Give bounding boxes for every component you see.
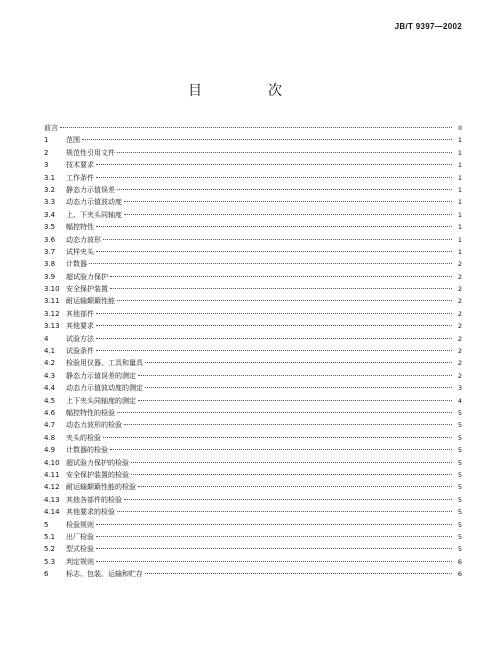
toc-entry-title: 耐运输颠簸性能的检验 xyxy=(66,483,136,492)
toc-entry-title: 前言 xyxy=(44,124,58,132)
toc-entry-page: 6 xyxy=(457,570,462,579)
toc-entry-page: 2 xyxy=(457,285,462,294)
toc-leader-dots xyxy=(110,449,452,450)
toc-entry-page: 1 xyxy=(457,185,462,194)
toc-entry-title: 安全保护装置 xyxy=(66,285,108,294)
toc-entry-number: 4 xyxy=(44,334,49,343)
page-title: 目 次 xyxy=(188,83,308,99)
toc-leader-dots xyxy=(96,177,452,178)
toc-entry-page: 1 xyxy=(457,198,462,207)
toc-leader-dots xyxy=(138,486,452,487)
toc-leader-dots xyxy=(96,338,452,339)
toc-entry[interactable] xyxy=(44,196,462,208)
toc-entry-title: 上下夹头同轴度的测定 xyxy=(66,396,136,405)
toc-entry-title: 静态力示值误差的测定 xyxy=(66,371,136,380)
toc-entry-title: 动态力波形 xyxy=(66,235,101,244)
toc-entry-title: 上、下夹头同轴度 xyxy=(66,210,122,219)
toc-entry[interactable] xyxy=(44,370,462,382)
toc-entry-page: 5 xyxy=(457,458,462,467)
toc-entry[interactable] xyxy=(44,234,462,246)
toc-entry-page: 3 xyxy=(457,384,462,393)
toc-entry-page: 1 xyxy=(457,148,462,157)
toc-leader-dots xyxy=(110,276,452,277)
toc-leader-dots xyxy=(117,412,452,413)
toc-entry-title: 超试验力保护 xyxy=(66,272,108,281)
toc-entry[interactable] xyxy=(44,519,462,531)
toc-entry-page: 2 xyxy=(457,371,462,380)
toc-entry-number: 4.7 xyxy=(44,421,56,430)
toc-leader-dots xyxy=(89,263,452,264)
toc-entry-title: 计数器 xyxy=(66,260,87,269)
toc-leader-dots xyxy=(96,548,452,549)
toc-leader-dots xyxy=(117,152,452,153)
toc-entry-title: 动态力示值波动度 xyxy=(66,198,122,207)
toc-entry-page: 5 xyxy=(457,483,462,492)
toc-entry-number: 4.10 xyxy=(44,458,60,467)
toc-entry-title: 检验规则 xyxy=(66,520,94,529)
toc-leader-dots xyxy=(124,214,452,215)
toc-entry-title: 标志、包装、运输和贮存 xyxy=(66,570,143,579)
toc-leader-dots xyxy=(96,350,452,351)
toc-entry[interactable] xyxy=(44,345,462,357)
toc-entry[interactable] xyxy=(44,419,462,431)
toc-entry-number: 6 xyxy=(44,570,49,579)
toc-leader-dots xyxy=(145,573,452,574)
toc-entry[interactable] xyxy=(44,531,462,543)
toc-leader-dots xyxy=(124,201,452,202)
toc-entry-number: 3.8 xyxy=(44,260,56,269)
toc-entry-page: 2 xyxy=(457,359,462,368)
toc-entry-number: 3.12 xyxy=(44,309,60,318)
toc-leader-dots xyxy=(96,313,452,314)
toc-entry-page: 1 xyxy=(457,223,462,232)
toc-entry-number: 4.2 xyxy=(44,359,56,368)
toc-leader-dots xyxy=(96,561,452,562)
toc-entry-number: 3.2 xyxy=(44,185,56,194)
toc-entry-number: 1 xyxy=(44,136,49,145)
toc-leader-dots xyxy=(96,536,452,537)
toc-entry[interactable] xyxy=(44,506,462,518)
toc-entry[interactable] xyxy=(44,221,462,233)
toc-entry[interactable] xyxy=(44,184,462,196)
toc-entry-page: 1 xyxy=(457,161,462,170)
toc-entry-page: 5 xyxy=(457,408,462,417)
toc-entry-number: 4.14 xyxy=(44,508,60,517)
toc-leader-dots xyxy=(124,424,452,425)
toc-entry-number: 3.7 xyxy=(44,247,56,256)
toc-entry-title: 其他要求 xyxy=(66,322,94,331)
toc-entry-number: 3.9 xyxy=(44,272,56,281)
toc-entry[interactable] xyxy=(44,308,462,320)
toc-entry-title: 耐运输颠簸性能 xyxy=(66,297,115,306)
toc-leader-dots xyxy=(103,437,452,438)
toc-entry-title: 安全保护装置的检验 xyxy=(66,470,129,479)
toc-entry-page: 6 xyxy=(457,557,462,566)
toc-entry[interactable] xyxy=(44,382,462,394)
toc-entry-page: 5 xyxy=(457,470,462,479)
toc-leader-dots xyxy=(124,499,452,500)
toc-entry[interactable] xyxy=(44,444,462,456)
toc-leader-dots xyxy=(117,300,452,301)
toc-entry-title: 其他各部件的检验 xyxy=(66,495,122,504)
toc-leader-dots xyxy=(117,189,452,190)
toc-entry-title: 幅控特性 xyxy=(66,223,94,232)
toc-entry-number: 3.4 xyxy=(44,210,56,219)
toc-leader-dots xyxy=(96,226,452,227)
toc-entry-number: 2 xyxy=(44,148,49,157)
toc-entry-number: 3 xyxy=(44,161,49,170)
toc-entry-number: 3.1 xyxy=(44,173,56,182)
toc-leader-dots xyxy=(96,164,452,165)
toc-entry-number: 5.2 xyxy=(44,545,56,554)
toc-entry[interactable] xyxy=(44,209,462,221)
toc-entry-number: 4.13 xyxy=(44,495,60,504)
toc-entry[interactable] xyxy=(44,357,462,369)
toc-entry[interactable] xyxy=(44,432,462,444)
toc-entry-number: 4.4 xyxy=(44,384,56,393)
toc-leader-dots xyxy=(138,400,452,401)
toc-entry-page: 5 xyxy=(457,446,462,455)
toc-leader-dots xyxy=(96,524,452,525)
toc-entry-title: 检验用仪器、工具和量具 xyxy=(66,359,143,368)
toc-entry-title: 计数器的检验 xyxy=(66,446,108,455)
toc-entry-title: 夹头的检验 xyxy=(66,433,101,442)
toc-entry-number: 4.3 xyxy=(44,371,56,380)
toc-leader-dots xyxy=(60,127,452,128)
toc-entry[interactable] xyxy=(44,271,462,283)
toc-entry-number: 3.11 xyxy=(44,297,60,306)
toc-leader-dots xyxy=(110,288,452,289)
toc-entry-number: 5.1 xyxy=(44,532,56,541)
toc-entry[interactable] xyxy=(44,122,462,134)
toc-leader-dots xyxy=(117,511,452,512)
toc-entry-title: 型式检验 xyxy=(66,545,94,554)
toc-entry-number: 4.9 xyxy=(44,446,56,455)
toc-entry[interactable] xyxy=(44,457,462,469)
toc-entry-title: 静态力示值误差 xyxy=(66,185,115,194)
toc-entry-page: 1 xyxy=(457,235,462,244)
toc-entry-page: 2 xyxy=(457,347,462,356)
toc-entry-page: 5 xyxy=(457,495,462,504)
toc-entry-page: 5 xyxy=(457,508,462,517)
toc-entry[interactable] xyxy=(44,283,462,295)
toc-entry-title: 其他部件 xyxy=(66,309,94,318)
toc-leader-dots xyxy=(145,387,452,388)
toc-entry-page: 2 xyxy=(457,309,462,318)
toc-entry-title: 技术要求 xyxy=(66,161,94,170)
toc-leader-dots xyxy=(131,462,452,463)
toc-entry-page: 2 xyxy=(457,322,462,331)
toc-leader-dots xyxy=(138,375,452,376)
toc-entry-page: 2 xyxy=(457,260,462,269)
toc-entry[interactable] xyxy=(44,246,462,258)
toc-entry-title: 范围 xyxy=(66,136,80,145)
toc-leader-dots xyxy=(131,474,452,475)
toc-entry[interactable] xyxy=(44,469,462,481)
toc-entry[interactable] xyxy=(44,295,462,307)
toc-entry-title: 动态力示值波动度的测定 xyxy=(66,384,143,393)
toc-entry-title: 试样夹头 xyxy=(66,247,94,256)
toc-entry[interactable] xyxy=(44,258,462,270)
toc-entry-number: 4.1 xyxy=(44,347,56,356)
toc-entry-number: 3.10 xyxy=(44,285,60,294)
toc-entry-number: 3.5 xyxy=(44,223,56,232)
toc-entry-page: II xyxy=(458,124,462,132)
toc-entry[interactable] xyxy=(44,568,462,580)
toc-entry[interactable] xyxy=(44,134,462,146)
toc-entry[interactable] xyxy=(44,320,462,332)
toc-entry-title: 动态力波形的检验 xyxy=(66,421,122,430)
toc-entry-page: 1 xyxy=(457,136,462,145)
toc-entry-title: 工作条件 xyxy=(66,173,94,182)
toc-entry[interactable] xyxy=(44,543,462,555)
toc-entry-title: 规范性引用文件 xyxy=(66,148,115,157)
toc-leader-dots xyxy=(145,362,452,363)
toc-entry[interactable] xyxy=(44,407,462,419)
toc-entry-title: 幅控特性的检验 xyxy=(66,408,115,417)
toc-entry[interactable] xyxy=(44,556,462,568)
toc-entry[interactable] xyxy=(44,481,462,493)
toc-leader-dots xyxy=(103,239,452,240)
toc-entry-page: 5 xyxy=(457,532,462,541)
toc-entry-page: 5 xyxy=(457,545,462,554)
toc-entry[interactable] xyxy=(44,147,462,159)
toc-entry-number: 3.13 xyxy=(44,322,60,331)
toc-entry-number: 4.6 xyxy=(44,408,56,417)
toc-entry[interactable] xyxy=(44,333,462,345)
toc-entry-title: 试验条件 xyxy=(66,347,94,356)
toc-leader-dots xyxy=(96,251,452,252)
toc-entry-page: 5 xyxy=(457,433,462,442)
toc-entry-page: 1 xyxy=(457,210,462,219)
toc-entry[interactable] xyxy=(44,395,462,407)
toc-entry-page: 4 xyxy=(457,396,462,405)
toc-entry-page: 5 xyxy=(457,421,462,430)
toc-entry-title: 判定规则 xyxy=(66,557,94,566)
toc-entry-page: 1 xyxy=(457,247,462,256)
toc-leader-dots xyxy=(96,325,452,326)
toc-entry-number: 3.3 xyxy=(44,198,56,207)
toc-entry-page: 2 xyxy=(457,272,462,281)
toc-entry-number: 4.8 xyxy=(44,433,56,442)
toc-entry-number: 5 xyxy=(44,520,49,529)
toc-entry-page: 2 xyxy=(457,334,462,343)
toc-leader-dots xyxy=(82,139,452,140)
toc-entry-number: 4.12 xyxy=(44,483,60,492)
toc-entry-title: 超试验力保护的检验 xyxy=(66,458,129,467)
toc-entry-number: 3.6 xyxy=(44,235,56,244)
table-of-contents xyxy=(44,122,462,580)
toc-entry[interactable] xyxy=(44,494,462,506)
toc-entry[interactable] xyxy=(44,172,462,184)
toc-entry-page: 1 xyxy=(457,173,462,182)
toc-entry-number: 4.11 xyxy=(44,470,60,479)
toc-entry[interactable] xyxy=(44,159,462,171)
standard-code: JB/T 9397—2002 xyxy=(394,22,462,31)
toc-entry-title: 其他要求的检验 xyxy=(66,508,115,517)
toc-entry-page: 2 xyxy=(457,297,462,306)
toc-entry-title: 出厂检验 xyxy=(66,532,94,541)
toc-entry-page: 5 xyxy=(457,520,462,529)
toc-entry-title: 试验方法 xyxy=(66,334,94,343)
toc-entry-number: 5.3 xyxy=(44,557,56,566)
toc-entry-number: 4.5 xyxy=(44,396,56,405)
